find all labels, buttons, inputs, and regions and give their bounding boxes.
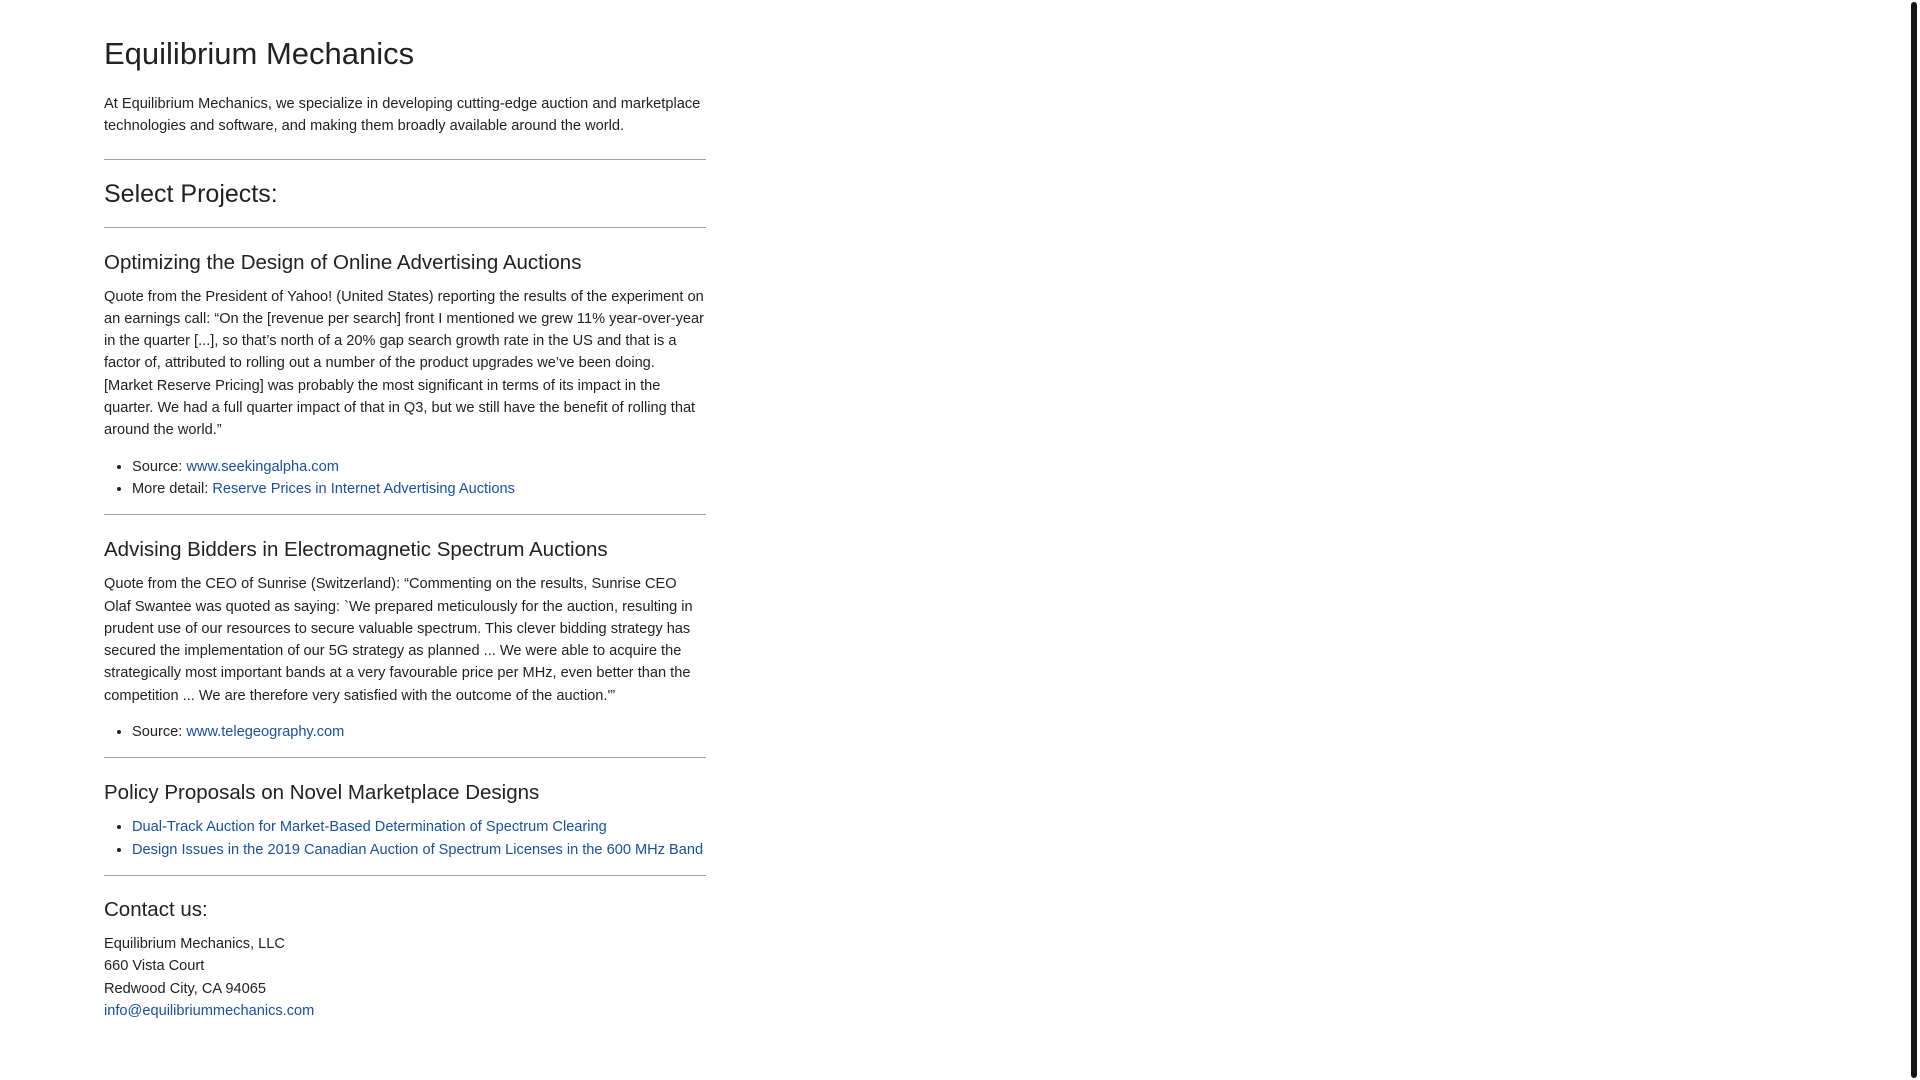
- email-link[interactable]: info@equilibriummechanics.com: [104, 1002, 315, 1019]
- divider: [104, 514, 706, 515]
- list-item: [132, 839, 706, 861]
- project-links: [104, 816, 706, 861]
- link-prefix: More detail:: [132, 480, 213, 497]
- project-quote: Quote from the President of Yahoo! (United States) reporting the results of the experiment on an earnings call: “On the [revenue per search] front I mentioned we grew 11% year-over-year in the quarter [...], so that’s north of a 20% gap search growth rate in the US and that is a factor of, attributed to rolling out a number of the product upgrades we’ve been doing. [Market Reserve Pricing] was probably the most significant in terms of its impact in the quarter. We had a full quarter impact of that in Q3, but we still have the benefit of rolling that around the world.”: [104, 288, 704, 439]
- project-online-advertising: [104, 248, 706, 501]
- dual-track-auction-link[interactable]: Dual-Track Auction for Market-Based Determination of Spectrum Clearing: [132, 819, 607, 836]
- telegeography-link[interactable]: www.telegeography.com: [186, 724, 345, 741]
- list-item: [132, 478, 706, 500]
- project-title: Optimizing the Design of Online Advertising Auctions: [104, 250, 582, 274]
- project-policy-proposals: [104, 778, 706, 861]
- seekingalpha-link[interactable]: www.seekingalpha.com: [186, 458, 339, 475]
- projects-heading: Select Projects:: [104, 179, 278, 208]
- list-item: [132, 456, 706, 478]
- divider: [104, 227, 706, 228]
- intro-paragraph: At Equilibrium Mechanics, we specialize in developing cutting-edge auction and marketplace technologies and software, and making them broadly available around the world.: [104, 96, 701, 135]
- divider: [104, 159, 706, 160]
- reserve-prices-link[interactable]: Reserve Prices in Internet Advertising Auctions: [212, 480, 515, 497]
- street-address: 660 Vista Court: [104, 958, 205, 975]
- project-spectrum-auctions: [104, 535, 706, 743]
- canadian-auction-link[interactable]: Design Issues in the 2019 Canadian Auction of Spectrum Licenses in the 600 MHz Band: [132, 841, 704, 858]
- project-links: [104, 456, 706, 501]
- project-title: Policy Proposals on Novel Marketplace Designs: [104, 781, 540, 805]
- link-prefix: Source:: [132, 458, 187, 475]
- page-content: [104, 32, 706, 1022]
- page-title: Equilibrium Mechanics: [104, 36, 415, 71]
- vertical-scrollbar[interactable]: [1911, 2, 1917, 1078]
- link-prefix: Source:: [132, 724, 187, 741]
- city-address: Redwood City, CA 94065: [104, 980, 266, 997]
- list-item: [132, 721, 706, 743]
- divider: [104, 875, 706, 876]
- project-title: Advising Bidders in Electromagnetic Spectrum Auctions: [104, 538, 608, 562]
- divider: [104, 757, 706, 758]
- contact-heading: Contact us:: [104, 897, 208, 921]
- project-links: [104, 721, 706, 743]
- project-quote: Quote from the CEO of Sunrise (Switzerland): “Commenting on the results, Sunrise CEO Olaf Swantee was quoted as saying: `We prepared meticulously for the auction, resulting in prudent use of our resources to secure valuable spectrum. This clever bidding strategy has secured the implementation of our 5G strategy as planned ... We were able to acquire the strategically most important bands at a very favourable price per MHz, even better than the competition ... We are therefore very satisfied with the outcome of the auction.'”: [104, 576, 693, 704]
- company-name: Equilibrium Mechanics, LLC: [104, 935, 285, 952]
- contact-section: [104, 895, 706, 1022]
- list-item: [132, 816, 706, 838]
